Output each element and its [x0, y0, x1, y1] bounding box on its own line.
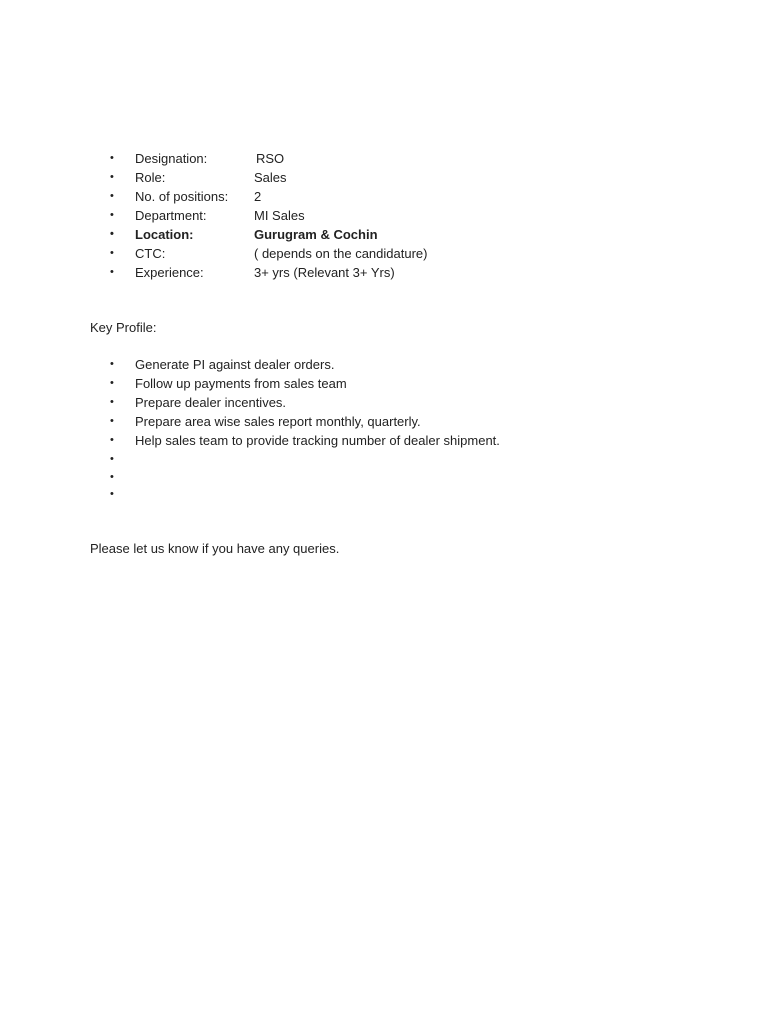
- role-value: Sales: [254, 170, 287, 185]
- ctc-label: CTC:: [135, 246, 166, 261]
- location-label: Location:: [135, 227, 194, 242]
- role-label: Role:: [135, 170, 166, 185]
- bullet: •: [110, 470, 114, 483]
- bullet: •: [110, 171, 114, 183]
- experience-label: Experience:: [135, 265, 204, 280]
- location-value: Gurugram & Cochin: [254, 227, 378, 242]
- key-profile-heading: Key Profile:: [90, 320, 157, 335]
- ctc-value: ( depends on the candidature): [254, 246, 428, 261]
- bullet: •: [110, 396, 114, 408]
- bullet: •: [110, 190, 114, 202]
- bullet: •: [110, 377, 114, 389]
- positions-label: No. of positions:: [135, 189, 229, 204]
- list-item-text: Prepare dealer incentives.: [135, 395, 287, 410]
- bullet: •: [110, 247, 114, 259]
- bullet: •: [110, 488, 114, 500]
- designation-label: Designation:: [135, 151, 208, 166]
- list-item-text: Prepare area wise sales report monthly, quarterly.: [135, 414, 421, 429]
- list-item-text: Help sales team to provide tracking number of dealer shipment.: [135, 433, 500, 448]
- experience-value: 3+ yrs (Relevant 3+ Yrs): [254, 265, 395, 280]
- bullet: •: [110, 209, 114, 221]
- positions-value: 2: [254, 189, 262, 204]
- list-item-text: Follow up payments from sales team: [135, 376, 347, 391]
- bullet: •: [110, 415, 114, 427]
- closing-note: Please let us know if you have any queries.: [90, 541, 340, 556]
- bullet: •: [110, 453, 114, 465]
- bullet: •: [110, 434, 114, 446]
- designation-value: RSO: [256, 151, 285, 166]
- bullet: •: [110, 152, 114, 164]
- bullet: •: [110, 266, 114, 278]
- department-value: MI Sales: [254, 208, 305, 223]
- list-item-text: Generate PI against dealer orders.: [135, 357, 335, 372]
- bullet: •: [110, 228, 114, 240]
- department-label: Department:: [135, 208, 207, 223]
- bullet: •: [110, 358, 114, 370]
